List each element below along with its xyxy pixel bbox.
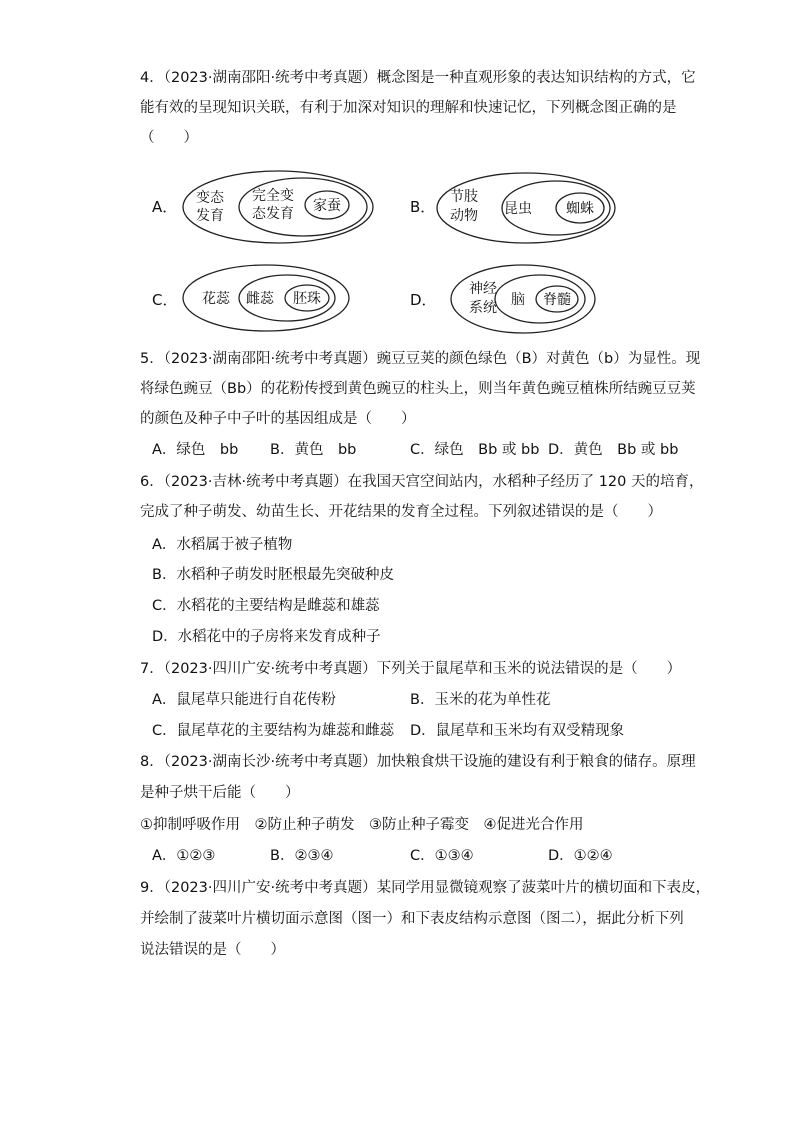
b-outer-label-2: 动物 bbox=[450, 208, 478, 224]
q4-line-1: 4．（2023·湖南邵阳·统考中考真题）概念图是一种直观形象的表达知识结构的方式，它 bbox=[140, 70, 696, 86]
q4-option-d-diagram[interactable] bbox=[448, 262, 598, 336]
b-middle-label: 昆虫 bbox=[504, 201, 532, 217]
q5-option-c[interactable]: C．绿色 Bb 或 bb bbox=[410, 442, 540, 458]
q8-option-c[interactable]: C．①③④ bbox=[410, 848, 474, 864]
q7-option-c[interactable]: C．鼠尾草花的主要结构为雄蕊和雌蕊 bbox=[152, 723, 395, 739]
q9-line-2: 并绘制了菠菜叶片横切面示意图（图一）和下表皮结构示意图（图二），据此分析下列 bbox=[140, 911, 684, 927]
q4-option-a-diagram[interactable] bbox=[180, 168, 376, 246]
b-outer-label-1: 节肢 bbox=[450, 189, 478, 205]
q6-option-b[interactable]: B．水稻种子萌发时胚根最先突破种皮 bbox=[152, 567, 394, 583]
q4-option-c-diagram[interactable] bbox=[180, 262, 352, 334]
q5-option-d[interactable]: D．黄色 Bb 或 bb bbox=[548, 442, 679, 458]
q8-option-a[interactable]: A．①②③ bbox=[152, 848, 216, 864]
d-inner-label: 脊髓 bbox=[543, 292, 571, 308]
q8-option-b[interactable]: B．②③④ bbox=[270, 848, 334, 864]
q5-option-a[interactable]: A．绿色 bb bbox=[152, 442, 239, 458]
q9-line-3: 说法错误的是（ ） bbox=[140, 942, 285, 958]
q5-option-b[interactable]: B．黄色 bb bbox=[270, 442, 357, 458]
q4-option-b-letter[interactable]: B． bbox=[410, 198, 436, 216]
q5-line-2: 将绿色豌豆（Bb）的花粉传授到黄色豌豆的柱头上，则当年黄色豌豆植株所结豌豆豆荚 bbox=[140, 381, 696, 397]
d-middle-label: 脑 bbox=[511, 292, 525, 308]
a-middle-label-2: 态发育 bbox=[252, 206, 294, 222]
q4-line-2: 能有效的呈现知识关联，有利于加深对知识的理解和快速记忆，下列概念图正确的是 bbox=[140, 100, 677, 116]
d-outer-label-2: 系统 bbox=[469, 300, 497, 316]
q7-option-b[interactable]: B．玉米的花为单性花 bbox=[410, 692, 551, 708]
a-outer-label-1: 变态 bbox=[196, 190, 224, 206]
a-outer-label-2: 发育 bbox=[196, 208, 224, 224]
q8-line-1: 8．（2023·湖南长沙·统考中考真题）加快粮食烘干设施的建设有利于粮食的储存。原理 bbox=[140, 754, 696, 770]
q4-option-a-letter[interactable]: A． bbox=[152, 198, 178, 216]
q5-line-3: 的颜色及种子中子叶的基因组成是（ ） bbox=[140, 411, 416, 427]
q8-statements: ①抑制呼吸作用 ②防止种子萌发 ③防止种子霉变 ④促进光合作用 bbox=[140, 817, 584, 833]
q6-line-1: 6．（2023·吉林·统考中考真题）在我国天宫空间站内，水稻种子经历了 120 天的培育， bbox=[140, 474, 704, 490]
q7-option-d[interactable]: D．鼠尾草和玉米均有双受精现象 bbox=[410, 723, 625, 739]
q8-line-2: 是种子烘干后能（ ） bbox=[140, 785, 300, 801]
a-middle-label-1: 完全变 bbox=[252, 188, 294, 204]
q5-line-1: 5．（2023·湖南邵阳·统考中考真题）豌豆豆荚的颜色绿色（B）对黄色（b）为显性。现 bbox=[140, 351, 701, 367]
q6-line-2: 完成了种子萌发、幼苗生长、开花结果的发育全过程。下列叙述错误的是（ ） bbox=[140, 504, 662, 520]
c-inner-label: 胚珠 bbox=[293, 291, 321, 307]
d-outer-label-1: 神经 bbox=[469, 281, 497, 297]
q6-option-a[interactable]: A．水稻属于被子植物 bbox=[152, 537, 293, 553]
q7-option-a[interactable]: A．鼠尾草只能进行自花传粉 bbox=[152, 692, 336, 708]
b-inner-label: 蜘蛛 bbox=[566, 201, 594, 217]
q4-option-d-letter[interactable]: D． bbox=[410, 291, 437, 309]
q9-line-1: 9．（2023·四川广安·统考中考真题）某同学用显微镜观察了菠菜叶片的横切面和下表皮， bbox=[140, 880, 711, 896]
q4-line-3: （ ） bbox=[140, 130, 198, 146]
q4-option-b-diagram[interactable] bbox=[434, 170, 618, 246]
q6-option-d[interactable]: D．水稻花中的子房将来发育成种子 bbox=[152, 629, 381, 645]
c-outer-label: 花蕊 bbox=[202, 291, 230, 307]
q8-option-d[interactable]: D．①②④ bbox=[548, 848, 613, 864]
d-middle-ellipse bbox=[495, 275, 585, 323]
q7-line-1: 7．（2023·四川广安·统考中考真题）下列关于鼠尾草和玉米的说法错误的是（ ） bbox=[140, 661, 682, 677]
q6-option-c[interactable]: C．水稻花的主要结构是雌蕊和雄蕊 bbox=[152, 598, 380, 614]
q4-option-c-letter[interactable]: C． bbox=[152, 291, 178, 309]
a-inner-label: 家蚕 bbox=[313, 198, 341, 214]
c-middle-label: 雌蕊 bbox=[246, 291, 274, 307]
